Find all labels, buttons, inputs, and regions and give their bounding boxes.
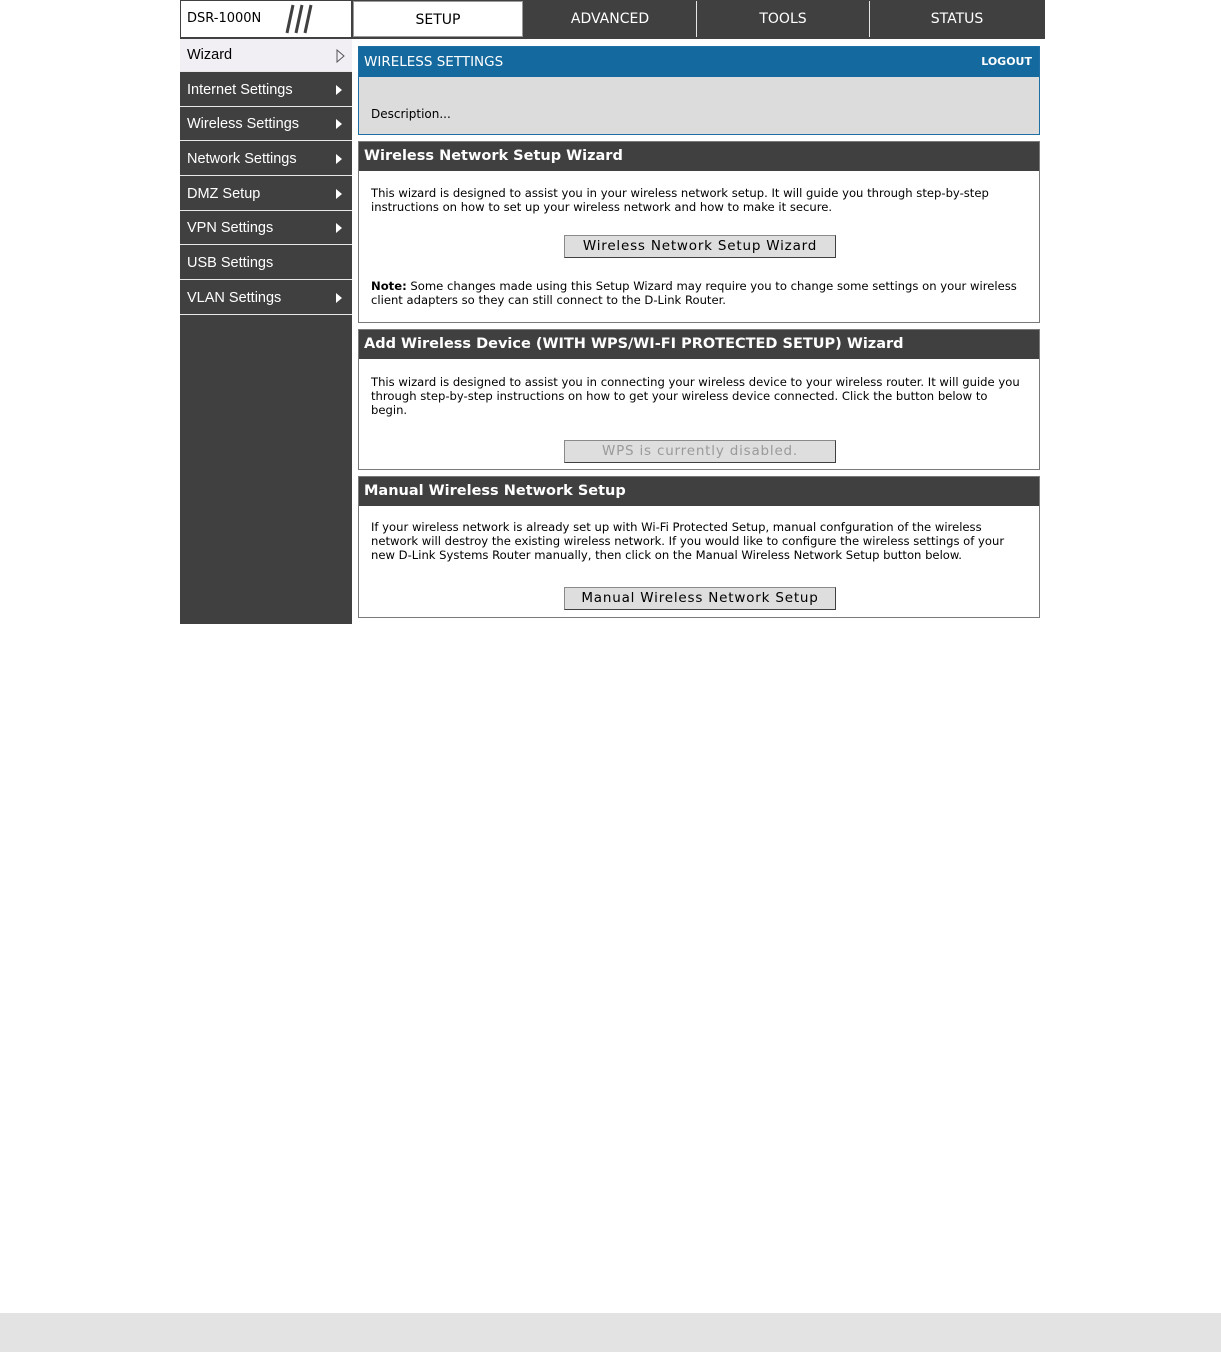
sidebar-item-label: USB Settings xyxy=(187,255,274,271)
wps-disabled-button: WPS is currently disabled. xyxy=(564,440,836,463)
section-description: This wizard is designed to assist you in connecting your wireless device to your wireless router. It will guide you through step-by-step instructions on how to get your wireless device connected. Click the button below to begin. xyxy=(371,375,1020,417)
sidebar-item-dmz-setup[interactable] xyxy=(180,178,352,211)
caret-right-icon xyxy=(336,293,342,303)
section-title: Add Wireless Device (WITH WPS/WI-FI PROTECTED SETUP) Wizard xyxy=(359,330,1039,359)
sidebar-item-usb-settings[interactable] xyxy=(180,247,352,280)
note-label: Note: xyxy=(371,279,407,293)
wireless-settings-panel xyxy=(358,46,1040,135)
page-title: WIRELESS SETTINGS xyxy=(364,54,504,70)
tab-setup[interactable]: SETUP xyxy=(353,1,523,37)
sidebar-item-internet-settings[interactable] xyxy=(180,74,352,107)
logout-link[interactable]: LOGOUT xyxy=(981,55,1032,68)
wizard-note xyxy=(359,279,1039,307)
caret-right-icon xyxy=(336,154,342,164)
section-title: Wireless Network Setup Wizard xyxy=(359,142,1039,171)
sidebar-item-vpn-settings[interactable] xyxy=(180,212,352,245)
tab-status[interactable]: STATUS xyxy=(870,1,1044,37)
model-name: DSR-1000N xyxy=(181,1,269,37)
manual-setup-panel xyxy=(358,476,1040,618)
section-description: If your wireless network is already set up with Wi-Fi Protected Setup, manual confguration of the wireless network will destroy the existing wireless network. If you would like to configure the wireless settings of your new D-Link Systems Router manually, then click on the Manual Wireless Network Setup button below. xyxy=(371,520,1005,562)
section-description: This wizard is designed to assist you in your wireless network setup. It will guide you through step-by-step instructions on how to set up your wireless network and how to make it secure. xyxy=(371,186,989,214)
tab-advanced[interactable]: ADVANCED xyxy=(524,1,697,37)
sidebar-item-label: Wizard xyxy=(187,47,233,63)
sidebar-item-label: Network Settings xyxy=(187,151,297,167)
sidebar-item-network-settings[interactable] xyxy=(180,143,352,176)
sidebar-item-label: Wireless Settings xyxy=(187,116,300,132)
caret-right-icon xyxy=(336,85,342,95)
sidebar-item-vlan-settings[interactable] xyxy=(180,282,352,315)
note-text: Some changes made using this Setup Wizard may require you to change some settings on your wireless client adapters so they can still connect to the D-Link Router. xyxy=(371,279,1017,307)
caret-right-icon xyxy=(336,119,342,129)
sidebar-item-label: DMZ Setup xyxy=(187,186,261,202)
footer-bar xyxy=(0,1313,1221,1352)
sidebar-item-label: Internet Settings xyxy=(187,82,293,98)
brand-slashes-logo xyxy=(269,1,351,37)
manual-setup-button[interactable]: Manual Wireless Network Setup xyxy=(564,587,836,610)
setup-wizard-panel xyxy=(358,141,1040,323)
sidebar-item-wireless-settings[interactable] xyxy=(180,108,352,141)
wireless-settings-header xyxy=(359,47,1039,77)
sidebar xyxy=(180,39,352,624)
section-title: Manual Wireless Network Setup xyxy=(359,477,1039,506)
page-description: Description... xyxy=(371,107,451,121)
sidebar-item-label: VPN Settings xyxy=(187,220,274,236)
wireless-setup-wizard-button[interactable]: Wireless Network Setup Wizard xyxy=(564,235,836,258)
wps-wizard-panel xyxy=(358,329,1040,470)
chevron-right-outline-icon xyxy=(336,49,345,63)
caret-right-icon xyxy=(336,189,342,199)
sidebar-item-wizard[interactable] xyxy=(180,39,352,72)
tab-tools[interactable]: TOOLS xyxy=(697,1,870,37)
sidebar-item-label: VLAN Settings xyxy=(187,290,282,306)
caret-right-icon xyxy=(336,223,342,233)
